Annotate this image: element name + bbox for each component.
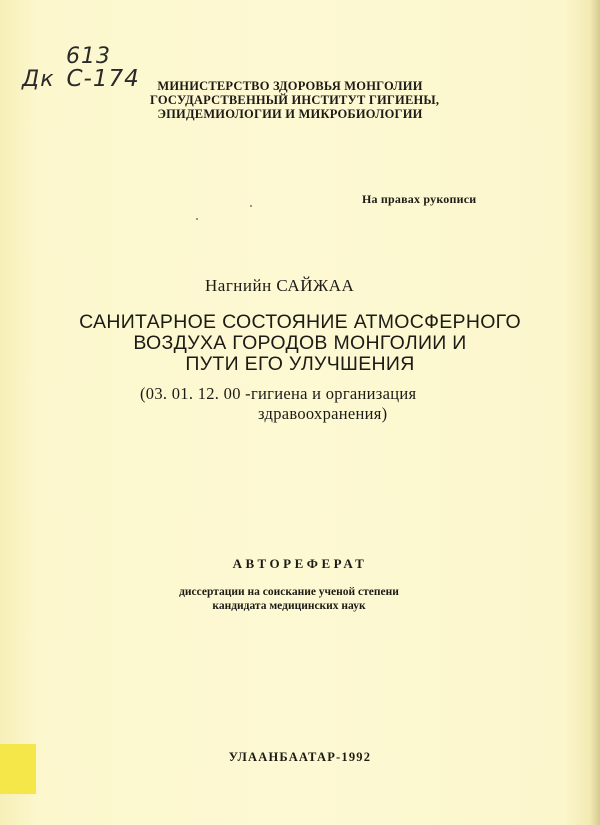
doc-type-heading: АВТОРЕФЕРАТ [232,556,368,571]
dissertation-line: диссертации на соискание ученой степени [179,586,399,598]
title-line: ПУТИ ЕГО УЛУЧШЕНИЯ [185,353,415,375]
city-year: УЛААНБААТАР-1992 [228,750,372,764]
dissertation-line: кандидата медицинских наук [212,600,366,612]
handwritten-number: С-174 [66,66,140,92]
page-edge-shadow [590,0,600,825]
title-line: САНИТАРНОЕ СОСТОЯНИЕ АТМОСФЕРНОГО [79,311,521,333]
handwritten-prefix: Дк [22,67,55,92]
dissertation-note [144,585,434,613]
ministry-header [150,79,440,121]
paper-speck [250,205,252,207]
specialty-line: здравоохранения) [258,404,388,423]
specialty-code [140,384,416,424]
ministry-line: МИНИСТЕРСТВО ЗДОРОВЬЯ МОНГОЛИИ [157,79,423,93]
rights-note: На правах рукописи [362,192,477,206]
ministry-line: ГОСУДАРСТВЕННЫЙ ИНСТИТУТ ГИГИЕНЫ, [150,93,440,107]
specialty-line: (03. 01. 12. 00 -гигиена и организация [140,384,417,403]
handwritten-call-number-top: 613 [66,44,111,69]
title-line: ВОЗДУХА ГОРОДОВ МОНГОЛИИ И [133,332,467,354]
author-name: Нагнийн САЙЖАА [205,276,355,295]
document-title [60,312,540,375]
paper-speck [196,218,198,220]
handwritten-call-number [22,66,140,92]
ministry-line: ЭПИДЕМИОЛОГИИ И МИКРОБИОЛОГИИ [157,107,423,121]
